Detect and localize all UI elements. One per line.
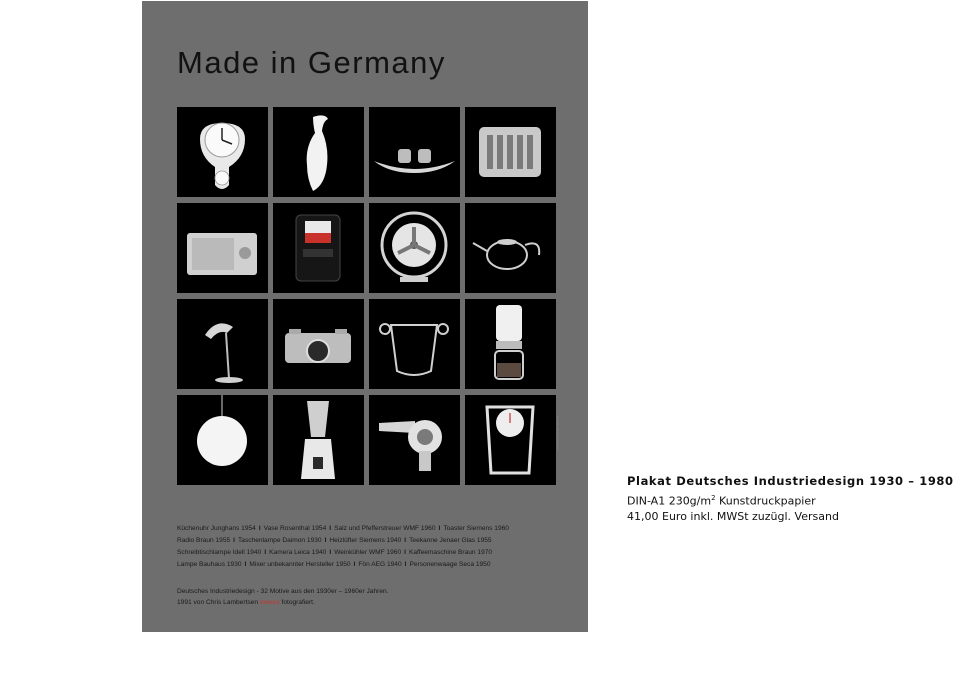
teapot-image	[465, 203, 556, 293]
caption-item: Personenwaage Seca 1950	[409, 561, 491, 568]
footer-text: fotografiert.	[281, 599, 315, 606]
desk-lamp-image	[177, 299, 268, 389]
caption-separator: I	[438, 525, 441, 532]
kitchen-clock-image	[177, 107, 268, 197]
caption-separator: I	[404, 549, 406, 556]
tile-hair-dryer	[369, 395, 460, 485]
caption-item: Teekanne Jenaer Glas 1955	[409, 537, 492, 544]
caption-row-4	[177, 561, 491, 568]
hair-dryer-image	[369, 395, 460, 485]
caption-separator: I	[258, 525, 261, 532]
caption-item: Schreibtischlampe Idell 1940	[177, 549, 262, 556]
caption-item: Heizlüfter Siemens 1940	[329, 537, 402, 544]
camera-image	[273, 299, 364, 389]
salt-pepper-shakers-image	[369, 107, 460, 197]
poster-footer-line-1: Deutsches Industriedesign - 32 Motive aus den 1930er – 1960er Jahren.	[177, 588, 389, 595]
product-price: 41,00 Euro inkl. MWSt zuzügl. Versand	[627, 509, 839, 523]
caption-separator: I	[324, 537, 327, 544]
side-credit-text: www.made-in-germany.de	[555, 415, 560, 451]
tile-salt-pepper-shakers	[369, 107, 460, 197]
scale-image	[465, 395, 556, 485]
tile-fan-heater	[369, 203, 460, 293]
footer-text: 1991 von Chris Lambertsen	[177, 599, 259, 606]
poster-footer-line-2	[177, 599, 315, 606]
product-info	[627, 474, 954, 523]
tile-pendant-lamp	[177, 395, 268, 485]
caption-separator: I	[244, 561, 247, 568]
pendant-lamp-image	[177, 395, 268, 485]
mixer-image	[273, 395, 364, 485]
wine-cooler-image	[369, 299, 460, 389]
caption-item: Taschenlampe Daimon 1930	[238, 537, 322, 544]
product-title: Plakat Deutsches Industriedesign 1930 – 1980	[627, 474, 954, 488]
poster-title: Made in Germany	[177, 45, 446, 80]
format-superscript: 2	[711, 494, 716, 502]
coffee-machine-image	[465, 299, 556, 389]
format-text: Kunstdruckpapier	[715, 494, 816, 508]
tile-teapot	[465, 203, 556, 293]
caption-item: Lampe Bauhaus 1930	[177, 561, 242, 568]
tile-mixer	[273, 395, 364, 485]
tile-wine-cooler	[369, 299, 460, 389]
vase-image	[273, 107, 364, 197]
caption-separator: I	[353, 561, 356, 568]
fan-heater-image	[369, 203, 460, 293]
flashlight-image	[273, 203, 364, 293]
product-format	[627, 494, 954, 508]
radio-image	[177, 203, 268, 293]
caption-item: Fön AEG 1940	[358, 561, 402, 568]
caption-item: Küchenuhr Junghans 1954	[177, 525, 256, 532]
caption-item: Kaffeemaschine Braun 1970	[408, 549, 493, 556]
caption-row-2	[177, 537, 492, 544]
tile-flashlight	[273, 203, 364, 293]
format-text: DIN-A1 230g/m	[627, 494, 712, 508]
caption-item: Mixer unbekannter Hersteller 1950	[249, 561, 351, 568]
caption-item: Radio Braun 1955	[177, 537, 231, 544]
tile-scale	[465, 395, 556, 485]
caption-row-1	[177, 525, 509, 532]
poster	[142, 1, 588, 632]
footer-red-word: xxxxxx	[259, 599, 280, 606]
tile-desk-lamp	[177, 299, 268, 389]
caption-separator: I	[404, 561, 407, 568]
tile-radio	[177, 203, 268, 293]
caption-item: Vase Rosenthal 1954	[263, 525, 327, 532]
caption-item: Kamera Leica 1940	[269, 549, 327, 556]
caption-separator: I	[404, 537, 407, 544]
tile-coffee-machine	[465, 299, 556, 389]
caption-row-3	[177, 549, 492, 556]
tile-toaster	[465, 107, 556, 197]
toaster-image	[465, 107, 556, 197]
caption-item: Weinkühler WMF 1960	[334, 549, 402, 556]
tile-vase	[273, 107, 364, 197]
side-credit	[555, 411, 564, 461]
caption-item: Salz und Pfefferstreuer WMF 1960	[334, 525, 436, 532]
caption-separator: I	[233, 537, 235, 544]
caption-separator: I	[264, 549, 267, 556]
caption-item: Toaster Siemens 1960	[443, 525, 509, 532]
tile-kitchen-clock	[177, 107, 268, 197]
tile-camera	[273, 299, 364, 389]
caption-separator: I	[329, 549, 332, 556]
caption-separator: I	[329, 525, 332, 532]
